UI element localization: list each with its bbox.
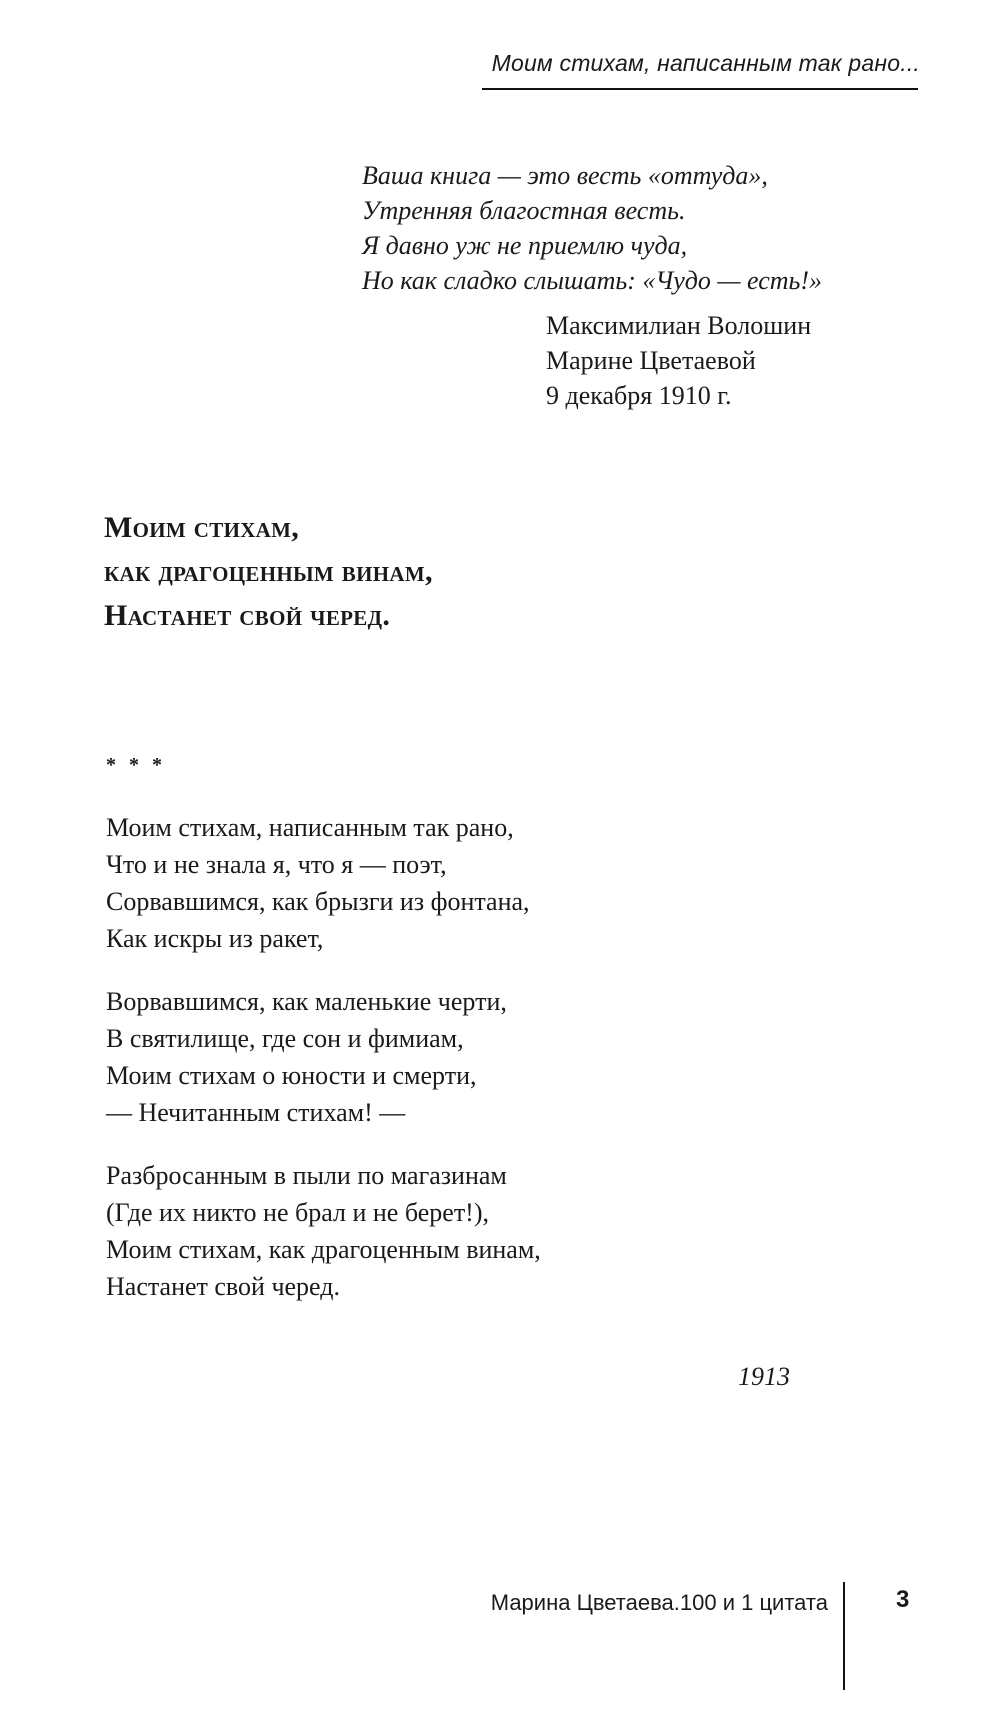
footer-book-title: Марина Цветаева.100 и 1 цитата	[490, 1590, 828, 1615]
poem-line: Сорвавшимся, как брызги из фонтана,	[106, 887, 530, 916]
attribution-addressee: Марине Цветаевой	[546, 346, 756, 375]
epigraph-line: Ваша книга — это весть «оттуда»,	[362, 161, 768, 190]
poem-line: Моим стихам о юности и смерти,	[106, 1061, 477, 1090]
footer-rule	[843, 1582, 845, 1690]
highlight-quote	[104, 506, 433, 638]
poem-line: (Где их никто не брал и не берет!),	[106, 1198, 489, 1227]
poem-line: Моим стихам, как драгоценным винам,	[106, 1235, 541, 1264]
epigraph-line: Я давно уж не приемлю чуда,	[362, 231, 688, 260]
poem-line: Как искры из ракет,	[106, 924, 324, 953]
header-rule	[482, 88, 918, 90]
epigraph	[362, 158, 822, 298]
poem	[106, 809, 541, 1331]
quote-line: Настанет свой черед.	[104, 599, 391, 632]
quote-line: как драгоценным винам,	[104, 555, 433, 588]
poem-line: В святилище, где сон и фимиам,	[106, 1024, 464, 1053]
poem-stanza	[106, 1157, 541, 1305]
quote-line: Моим стихам,	[104, 511, 300, 544]
poem-line: — Нечитанным стихам! —	[106, 1098, 406, 1127]
epigraph-attribution	[546, 308, 811, 413]
epigraph-line: Но как сладко слышать: «Чудо — есть!»	[362, 266, 823, 295]
epigraph-line: Утренняя благостная весть.	[362, 196, 686, 225]
poem-year: 1913	[738, 1362, 790, 1391]
poem-line: Разбросанным в пыли по магазинам	[106, 1161, 507, 1190]
poem-stanza	[106, 809, 541, 957]
attribution-date: 9 декабря 1910 г.	[546, 381, 732, 410]
poem-line: Ворвавшимся, как маленькие черти,	[106, 987, 507, 1016]
running-header: Моим стихам, написанным так рано...	[491, 50, 920, 76]
poem-line: Моим стихам, написанным так рано,	[106, 813, 514, 842]
poem-separator: * * *	[106, 754, 166, 776]
poem-line: Что и не знала я, что я — поэт,	[106, 850, 447, 879]
poem-line: Настанет свой черед.	[106, 1272, 340, 1301]
page-number: 3	[896, 1586, 910, 1613]
poem-stanza	[106, 983, 541, 1131]
attribution-author: Максимилиан Волошин	[546, 311, 812, 340]
